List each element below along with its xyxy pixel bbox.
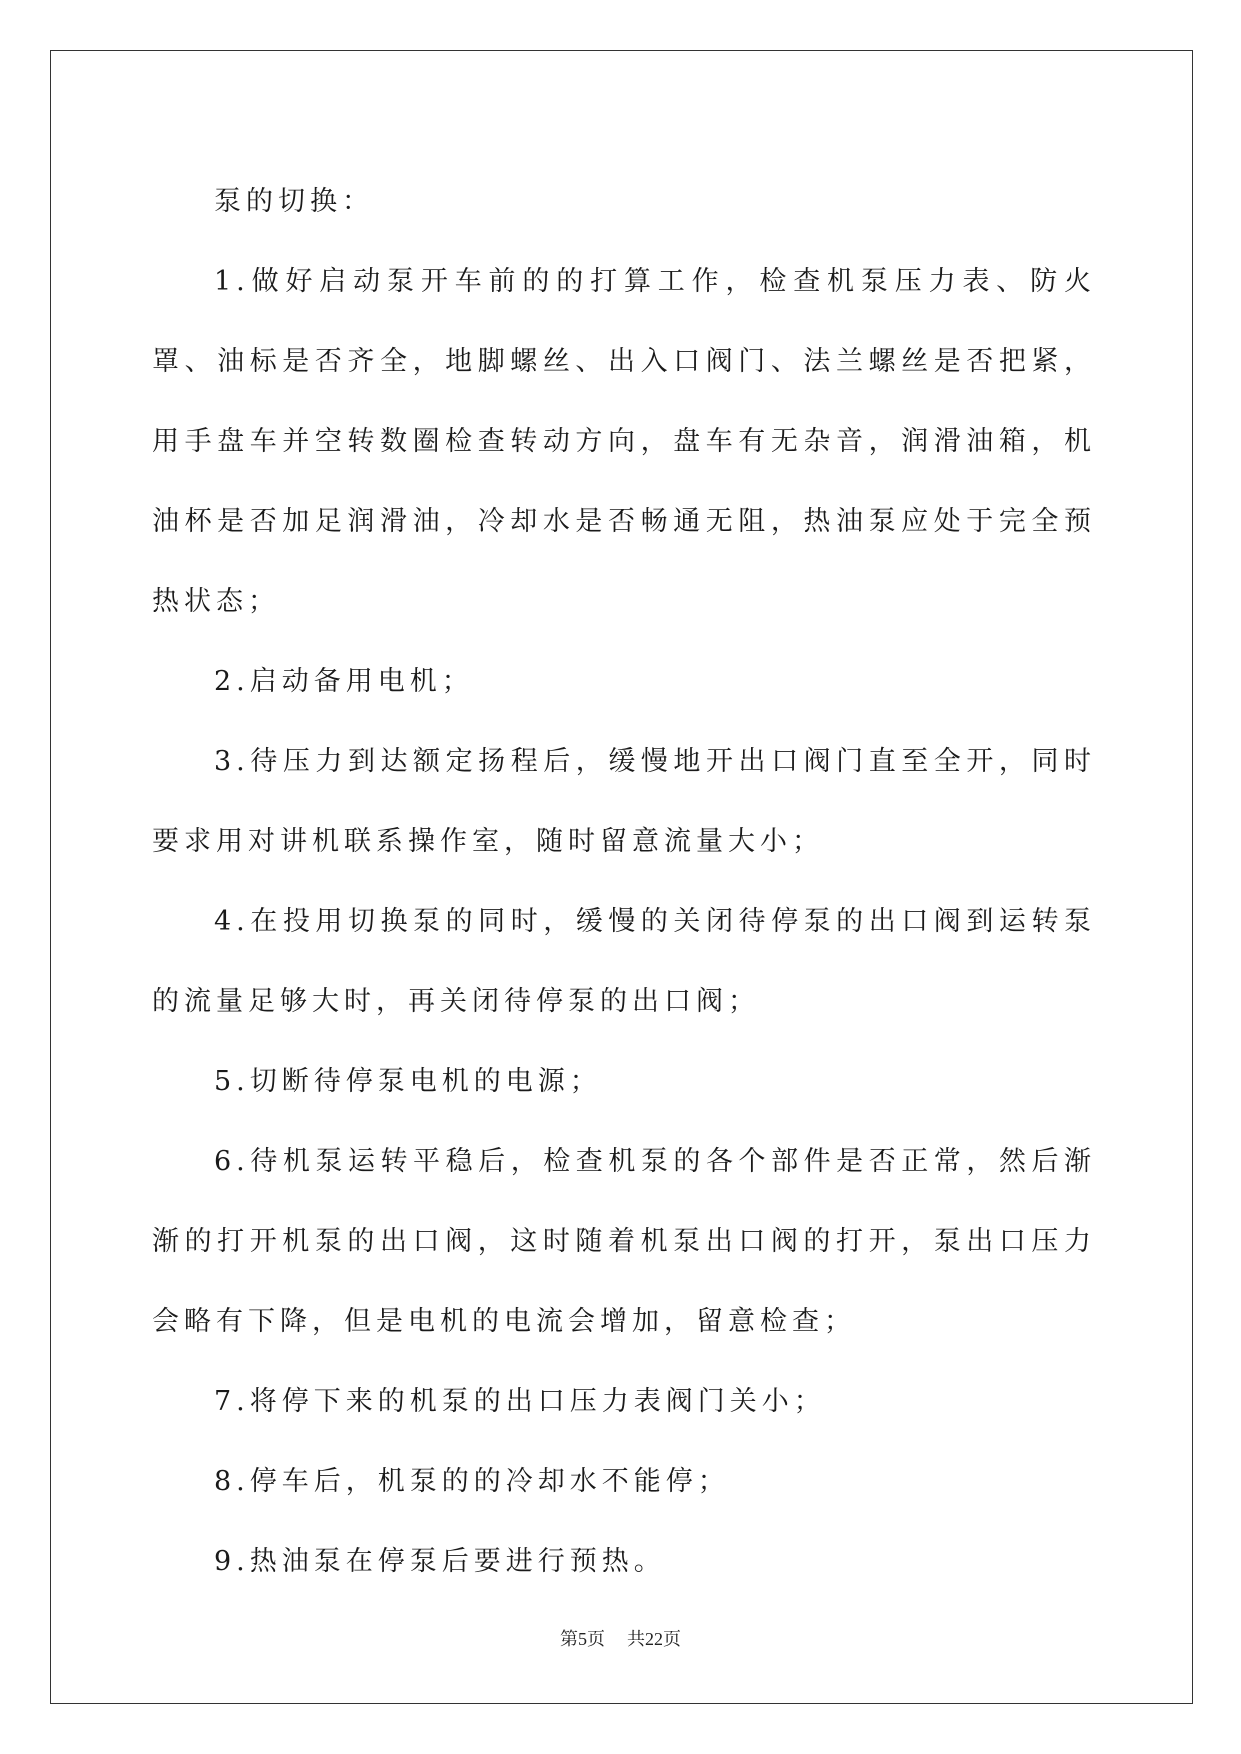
page-prefix: 第 [560,1629,578,1650]
paragraph-step-5: 5.切断待停泵电机的电源； [214,1066,602,1097]
total-suffix: 页 [663,1629,681,1650]
total-prefix: 共 [627,1629,645,1650]
paragraph-step-7: 7.将停下来的机泵的出口压力表阀门关小； [214,1386,826,1417]
paragraph-heading: 泵的切换： [214,186,374,217]
document-body [152,162,1096,1602]
paragraph-step-3: 3.待压力到达额定扬程后，缓慢地开出口阀门直至全开，同时要求用对讲机联系操作室，随时留意流量大小； [152,746,1096,857]
paragraph-step-4: 4.在投用切换泵的同时，缓慢的关闭待停泵的出口阀到运转泵的流量足够大时，再关闭待停泵的出口阀； [152,906,1096,1017]
page-suffix: 页 [587,1629,605,1650]
paragraph-step-9: 9.热油泵在停泵后要进行预热。 [214,1546,666,1577]
paragraph-step-1: 1.做好启动泵开车前的的打算工作，检查机泵压力表、防火罩、油标是否齐全，地脚螺丝、出入口阀门、法兰螺丝是否把紧，用手盘车并空转数圈检查转动方向，盘车有无杂音，润滑油箱，机油杯是否加足润滑油，冷却水是否畅通无阻，热油泵应处于完全预热状态； [152,266,1096,617]
paragraph-step-2: 2.启动备用电机； [214,666,474,697]
total-pages: 22 [645,1629,663,1649]
page-footer [0,1625,1241,1651]
paragraph-step-6: 6.待机泵运转平稳后，检查机泵的各个部件是否正常，然后渐渐的打开机泵的出口阀，这时随着机泵出口阀的打开，泵出口压力会略有下降，但是电机的电流会增加，留意检查； [152,1146,1096,1337]
paragraph-step-8: 8.停车后，机泵的的冷却水不能停； [214,1466,730,1497]
page-number: 5 [578,1629,587,1649]
